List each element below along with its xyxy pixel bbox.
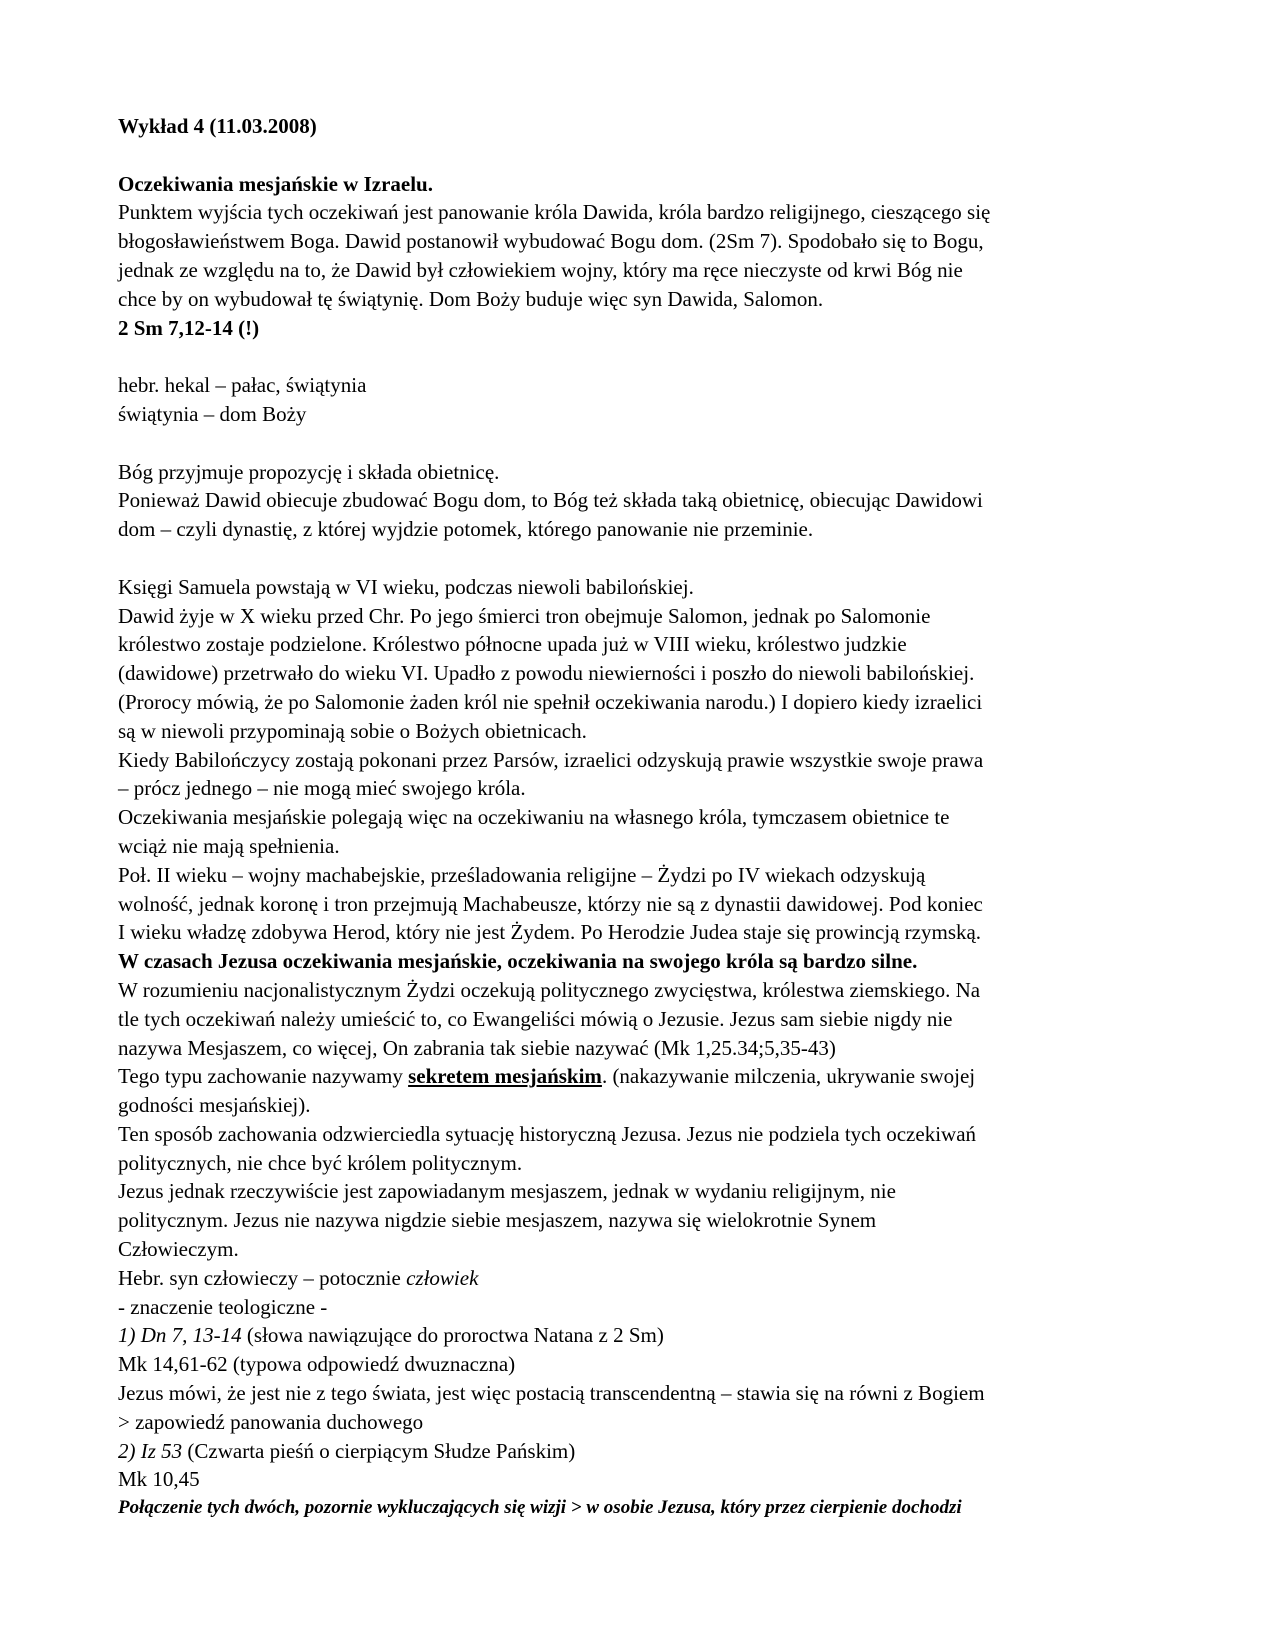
theology-label: - znaczenie teologiczne -	[118, 1294, 328, 1319]
paragraph-line: tle tych oczekiwań należy umieścić to, co Ewangeliści mówią o Jezusie. Jezus sam siebie nigdy nie	[118, 1006, 953, 1031]
paragraph-line: Poł. II wieku – wojny machabejskie, prześladowania religijne – Żydzi po IV wiekach odzyskują	[118, 862, 926, 887]
paragraph-line: (Prorocy mówią, że po Salomonie żaden król nie spełnił oczekiwania narodu.) I dopiero kiedy izraelici	[118, 689, 983, 714]
spacer	[118, 141, 1168, 170]
paragraph-line: Punktem wyjścia tych oczekiwań jest panowanie króla Dawida, króla bardzo religijnego, cieszącego się	[118, 200, 991, 225]
secret-line	[118, 1062, 1168, 1091]
paragraph-line: W rozumieniu nacjonalistycznym Żydzi oczekują politycznego zwycięstwa, królestwa ziemskiego. Na	[118, 977, 981, 1002]
paragraph-line: Kiedy Babilończycy zostają pokonani przez Parsów, izraelici odzyskują prawie wszystkie swoje prawa	[118, 747, 984, 772]
paragraph-line: jednak ze względu na to, że Dawid był człowiekiem wojny, który ma ręce nieczyste od krwi Bóg nie	[118, 257, 963, 282]
hebrew-italic: człowiek	[406, 1265, 479, 1290]
paragraph-line: wciąż nie mają spełnienia.	[118, 833, 340, 858]
paragraph-line: chce by on wybudował tę świątynię. Dom Boży buduje więc syn Dawida, Salomon.	[118, 286, 824, 311]
point-one-ref: 1) Dn 7, 13-14	[118, 1323, 242, 1348]
paragraph-line: I wieku władzę zdobywa Herod, który nie jest Żydem. Po Herodzie Judea staje się prowincją rzymską.	[118, 920, 982, 945]
point-two-ref: 2) Iz 53	[118, 1438, 183, 1463]
point-two-text: (Czwarta pieśń o cierpiącym Słudze Pańskim)	[182, 1438, 576, 1463]
bold-statement: W czasach Jezusa oczekiwania mesjańskie, oczekiwania na swojego króla są bardzo silne.	[118, 949, 918, 974]
spacer	[118, 544, 1168, 573]
document-page	[118, 112, 1168, 1523]
hebrew-before: Hebr. syn człowieczy – potocznie	[118, 1265, 407, 1290]
paragraph-line: Jezus jednak rzeczywiście jest zapowiadanym mesjaszem, jednak w wydaniu religijnym, nie	[118, 1179, 896, 1204]
secret-before: Tego typu zachowanie nazywamy	[118, 1064, 409, 1089]
term-definition: hebr. hekal – pałac, świątynia	[118, 373, 367, 398]
mk-reference: Mk 10,45	[118, 1467, 200, 1492]
final-bold-italic-line: Połączenie tych dwóch, pozornie wykluczających się wizji > w osobie Jezusa, który przez cierpienie dochodzi	[118, 1497, 962, 1519]
spacer	[118, 429, 1168, 458]
paragraph-line: (dawidowe) przetrwało do wieku VI. Upadło z powodu niewierności i poszło do niewoli babilońskiej.	[118, 661, 975, 686]
paragraph-line: wolność, jednak koronę i tron przejmują Machabeusze, którzy nie są z dynastii dawidowej. Pod koniec	[118, 891, 983, 916]
secret-term: sekretem mesjańskim	[408, 1064, 602, 1089]
paragraph-line: politycznych, nie chce być królem politycznym.	[118, 1150, 523, 1175]
paragraph-line: Człowieczym.	[118, 1237, 239, 1262]
paragraph-line: królestwo zostaje podzielone. Królestwo północne upada już w VIII wieku, królestwo judzkie	[118, 632, 907, 657]
paragraph-line: błogosławieństwem Boga. Dawid postanowił wybudować Bogu dom. (2Sm 7). Spodobało się to Bogu,	[118, 229, 984, 254]
term-definition: świątynia – dom Boży	[118, 401, 307, 426]
hebrew-term-line	[118, 1264, 1168, 1293]
paragraph-line: Jezus mówi, że jest nie z tego świata, jest więc postacią transcendentną – stawia się na równi z Bogiem	[118, 1381, 985, 1406]
paragraph-line: Bóg przyjmuje propozycję i składa obietnicę.	[118, 459, 500, 484]
section-title: Oczekiwania mesjańskie w Izraelu.	[118, 171, 433, 196]
scripture-reference: 2 Sm 7,12-14 (!)	[118, 315, 260, 340]
paragraph-line: Księgi Samuela powstają w VI wieku, podczas niewoli babilońskiej.	[118, 574, 694, 599]
paragraph-line: Dawid żyje w X wieku przed Chr. Po jego śmierci tron obejmuje Salomon, jednak po Salomonie	[118, 603, 931, 628]
paragraph-line: Ten sposób zachowania odzwierciedla sytuację historyczną Jezusa. Jezus nie podziela tych oczekiwań	[118, 1121, 977, 1146]
point-two	[118, 1437, 1168, 1466]
paragraph-line: Oczekiwania mesjańskie polegają więc na oczekiwaniu na własnego króla, tymczasem obietnice te	[118, 805, 950, 830]
paragraph-line: godności mesjańskiej).	[118, 1093, 311, 1118]
paragraph-line: Ponieważ Dawid obiecuje zbudować Bogu dom, to Bóg też składa taką obietnicę, obiecując Dawidowi	[118, 488, 983, 513]
paragraph-line: dom – czyli dynastię, z której wyjdzie potomek, którego panowanie nie przeminie.	[118, 517, 814, 542]
paragraph-line: są w niewoli przypominają sobie o Bożych obietnicach.	[118, 718, 587, 743]
point-one	[118, 1321, 1168, 1350]
paragraph-line: – prócz jednego – nie mogą mieć swojego króla.	[118, 776, 526, 801]
paragraph-line: politycznym. Jezus nie nazywa nigdzie siebie mesjaszem, nazywa się wielokrotnie Synem	[118, 1208, 877, 1233]
point-one-text: (słowa nawiązujące do proroctwa Natana z 2 Sm)	[241, 1323, 664, 1348]
secret-after: . (nakazywanie milczenia, ukrywanie swojej	[601, 1064, 976, 1089]
paragraph-line: Mk 14,61-62 (typowa odpowiedź dwuznaczna)	[118, 1352, 516, 1377]
lecture-heading: Wykład 4 (11.03.2008)	[118, 114, 317, 138]
paragraph-line: > zapowiedź panowania duchowego	[118, 1409, 424, 1434]
paragraph-line: nazywa Mesjaszem, co więcej, On zabrania tak siebie nazywać (Mk 1,25.34;5,35-43)	[118, 1035, 836, 1060]
spacer	[118, 342, 1168, 371]
